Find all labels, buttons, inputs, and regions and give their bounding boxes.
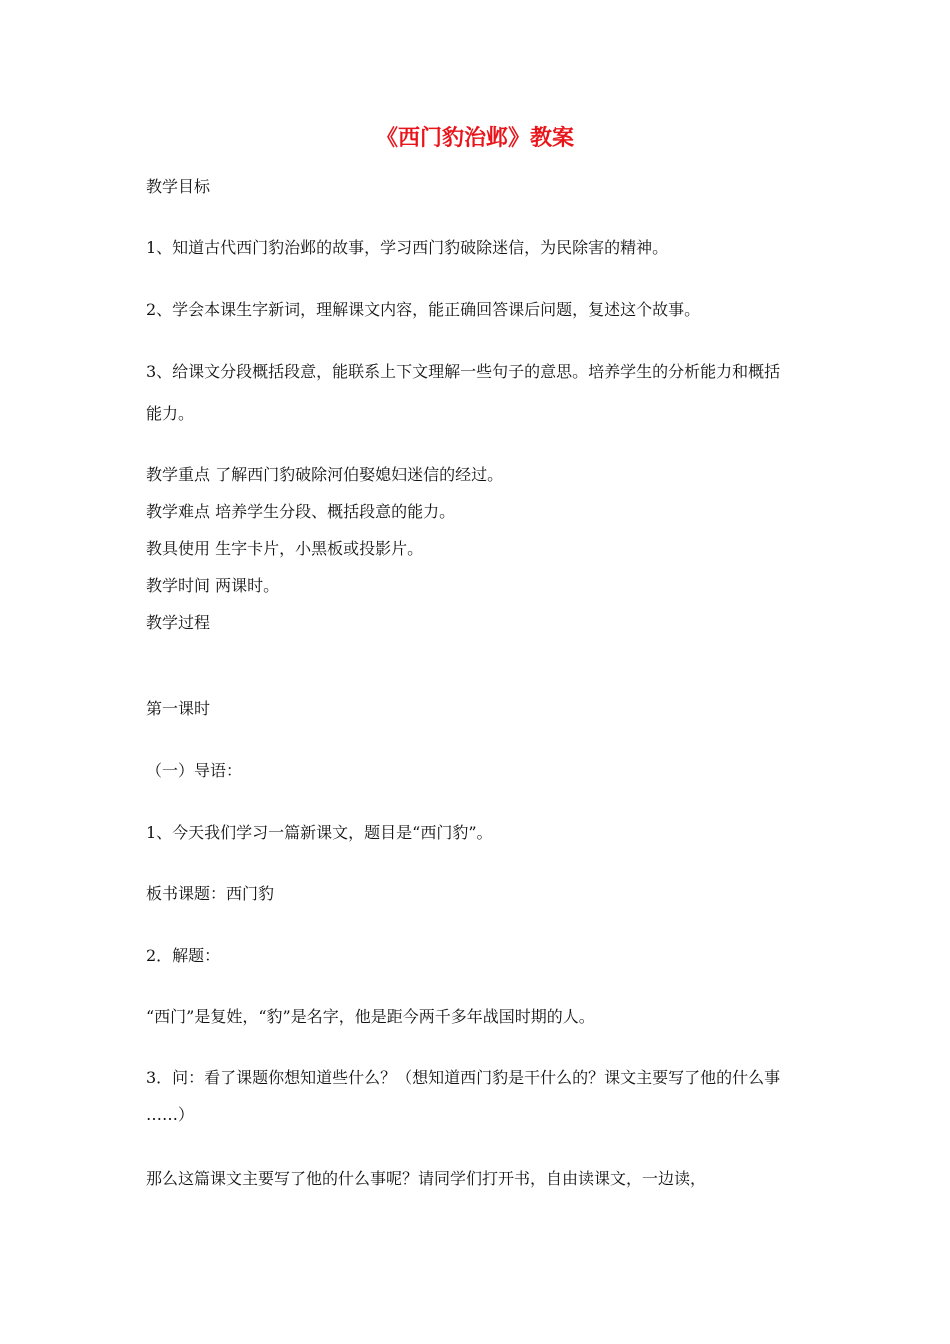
document-title: 《西门豹治邺》教案 [375,125,574,151]
intro-heading: （一）导语： [146,761,243,780]
goal-item-1: 1、知道古代西门豹治邺的故事，学习西门豹破除迷信，为民除害的精神。 [146,238,669,257]
intro-step-3: 3．问：看了课题你想知道些什么？（想知道西门豹是干什么的？课文主要写了他的什么事 [146,1068,781,1087]
teaching-aids: 教具使用 生字卡片，小黑板或投影片。 [146,539,424,558]
goal-item-2: 2、学会本课生字新词，理解课文内容，能正确回答课后问题，复述这个故事。 [146,300,701,319]
intro-step-3-continued: ……） [146,1105,195,1124]
intro-step-2: 2．解题： [146,946,221,965]
reading-instruction: 那么这篇课文主要写了他的什么事呢？请同学们打开书，自由读课文，一边读， [146,1169,707,1188]
blackboard-title: 板书课题：西门豹 [146,884,275,903]
section-heading-teaching-process: 教学过程 [146,613,211,632]
first-lesson-heading: 第一课时 [146,699,211,718]
title-explanation: “西门”是复姓，“豹”是名字，他是距今两千多年战国时期的人。 [146,1007,595,1026]
teaching-difficulty: 教学难点 培养学生分段、概括段意的能力。 [146,502,456,521]
goal-item-3-continued: 能力。 [146,404,195,423]
teaching-key-point: 教学重点 了解西门豹破除河伯娶媳妇迷信的经过。 [146,465,504,484]
teaching-time: 教学时间 两课时。 [146,576,280,595]
section-heading-teaching-goals: 教学目标 [146,177,211,196]
goal-item-3: 3、给课文分段概括段意，能联系上下文理解一些句子的意思。培养学生的分析能力和概括 [146,362,781,381]
intro-step-1: 1、今天我们学习一篇新课文，题目是“西门豹”。 [146,823,493,842]
